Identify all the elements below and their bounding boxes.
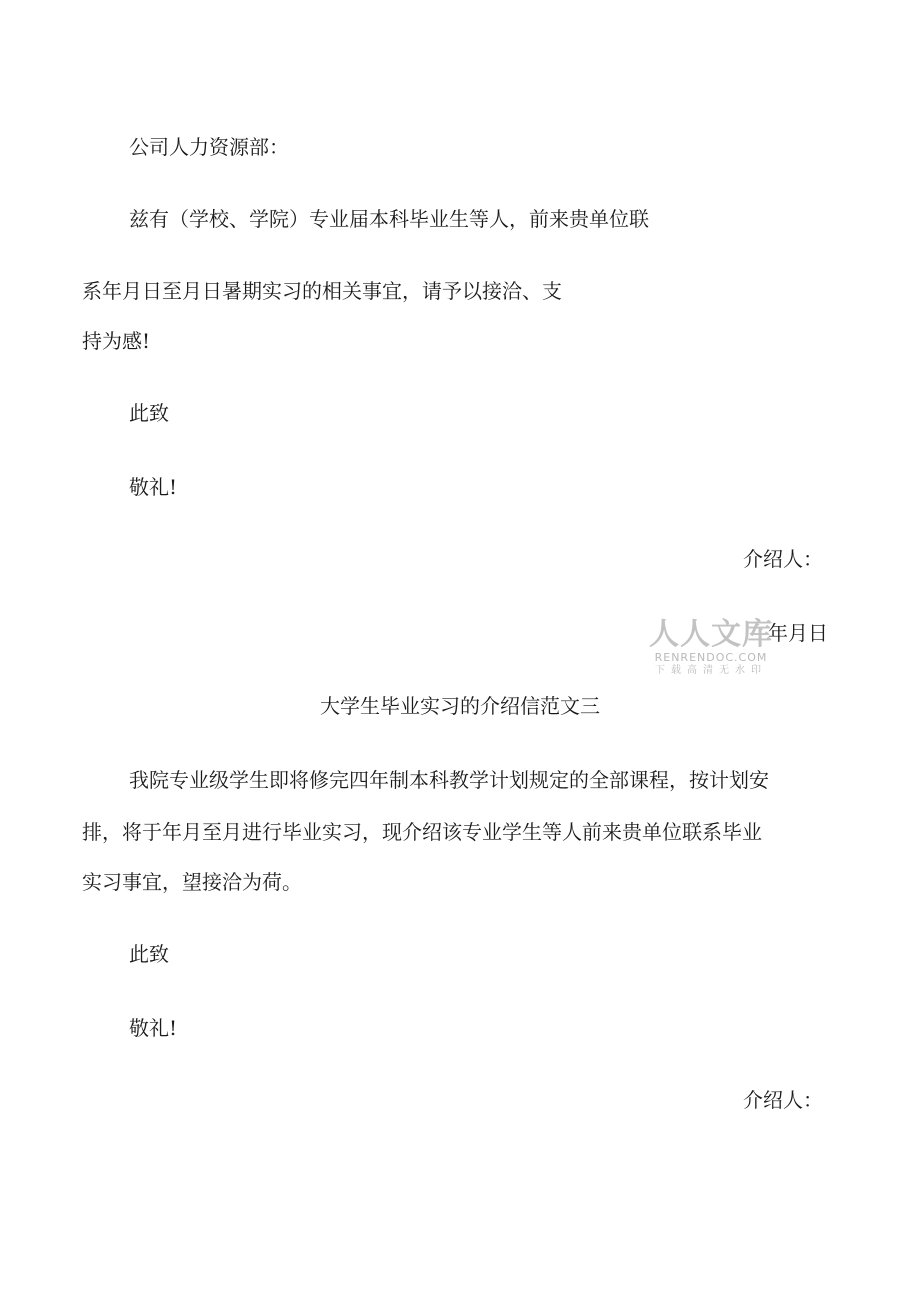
closing-line: 此致 (129, 942, 169, 966)
body-line: 系年月日至月日暑期实习的相关事宜，请予以接洽、支 (82, 279, 562, 303)
closing-line: 此致 (129, 401, 169, 425)
body-line: 我院专业级学生即将修完四年制本科教学计划规定的全部课程，按计划安 (129, 768, 769, 792)
watermark-brand: 人人文库 (649, 617, 773, 652)
introducer-label: 介绍人： (743, 547, 823, 571)
date-line: 年月日 (768, 621, 828, 645)
closing-line: 敬礼! (129, 475, 178, 499)
closing-line: 敬礼! (129, 1016, 178, 1040)
introducer-label: 介绍人： (743, 1088, 823, 1112)
watermark-slogan: 下载高清无水印 (655, 665, 767, 676)
body-line: 兹有（学校、学院）专业届本科毕业生等人，前来贵单位联 (129, 207, 649, 231)
body-line: 排，将于年月至月进行毕业实习，现介绍该专业学生等人前来贵单位联系毕业 (82, 820, 762, 844)
section-title: 大学生毕业实习的介绍信范文三 (320, 694, 600, 718)
body-line: 持为感! (82, 329, 151, 353)
watermark-domain: RENRENDOC.COM (654, 651, 768, 664)
body-line: 实习事宜，望接洽为荷。 (82, 870, 302, 894)
watermark (646, 617, 776, 676)
salutation: 公司人力资源部： (129, 135, 289, 159)
